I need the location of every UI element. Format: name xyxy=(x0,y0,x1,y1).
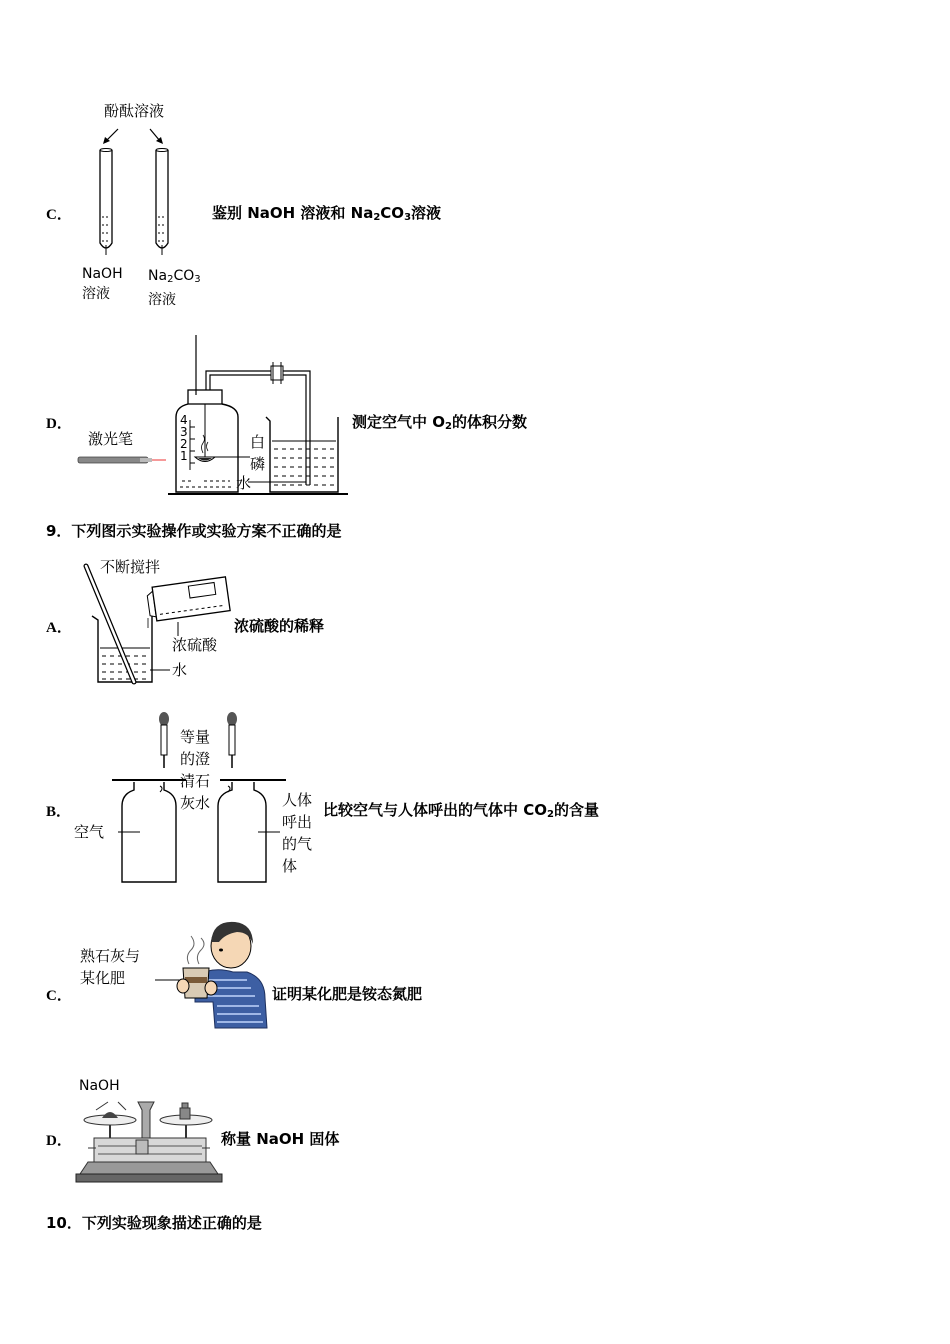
option-letter-d: D． xyxy=(46,416,72,432)
q9-option-letter-b: B． xyxy=(46,804,72,820)
naoh-tube-label: NaOH 溶液 xyxy=(82,266,123,302)
air-label: 空气 xyxy=(74,823,105,841)
na2co3-tube-label: $Na_2CO_3$ 溶液 xyxy=(148,268,201,308)
q9-option-letter-c: C． xyxy=(46,988,72,1004)
laser-pen-label: 激光笔 xyxy=(88,430,134,448)
white-phosphorus-label: 白 磷 xyxy=(250,433,266,473)
q9-option-b-caption: 比较空气与人体呼出的气体中 $CO_2$的含量 xyxy=(323,801,599,820)
q9-option-letter-d: D． xyxy=(46,1133,72,1149)
option-d-caption: 测定空气中 $O_2$的体积分数 xyxy=(352,413,527,432)
laser-pen-icon xyxy=(78,454,168,468)
naoh-balance-label: NaOH xyxy=(79,1078,120,1094)
acid-label: 浓硫酸 xyxy=(172,636,218,654)
option-c-caption: 鉴别 NaOH 溶液和 $Na_2CO_3$溶液 xyxy=(212,204,442,223)
question-9-title: 9．下列图示实验操作或实验方案不正确的是 xyxy=(46,522,342,540)
option-letter-c: C． xyxy=(46,207,72,223)
bottle-scale: 4 3 2 1 xyxy=(180,413,188,463)
q9-option-c-caption: 证明某化肥是铵态氮肥 xyxy=(272,985,423,1003)
mixture-label: 熟石灰与 某化肥 xyxy=(80,947,141,987)
indicator-label: 酚酞溶液 xyxy=(104,102,165,120)
water-label-a: 水 xyxy=(172,661,188,679)
q9-option-d-caption: 称量 NaOH 固体 xyxy=(221,1130,340,1148)
water-label-d: 水 xyxy=(236,474,252,492)
test-tubes-figure xyxy=(90,125,190,260)
oxygen-measure-apparatus xyxy=(168,335,353,500)
balance-scale-figure xyxy=(74,1092,224,1184)
question-10-title: 10．下列实验现象描述正确的是 xyxy=(46,1214,262,1232)
exhaled-gas-label: 人体 呼出 的气 体 xyxy=(282,791,313,875)
limewater-label: 等量 的澄 清石 灰水 xyxy=(180,728,211,812)
q9-option-a-caption: 浓硫酸的稀释 xyxy=(234,617,325,635)
smelling-student-figure xyxy=(155,918,270,1030)
q9-option-letter-a: A． xyxy=(46,620,72,636)
stir-label: 不断搅拌 xyxy=(100,558,161,576)
acid-dilution-figure xyxy=(90,560,235,688)
